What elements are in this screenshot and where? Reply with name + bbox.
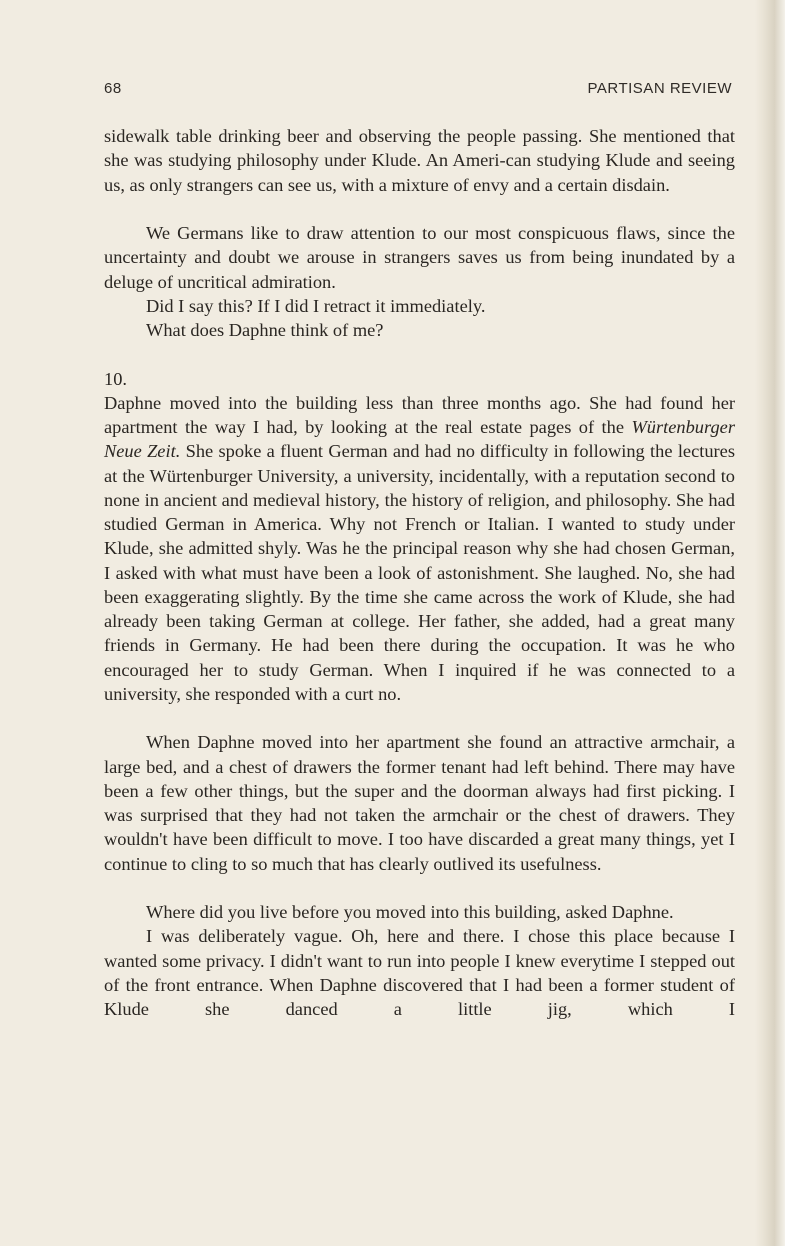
paragraph-germans-flaws: We Germans like to draw attention to our most conspicuous flaws, since the uncertainty and doubt we arouse in strangers saves us from being inundated by a deluge of uncritical admiration. (104, 223, 735, 292)
paragraph-daphne-moved-start: Daphne moved into the building less than three months ago. She had found her apartment the way I had, by looking at the real estate pages of the (104, 392, 735, 437)
page-number: 68 (104, 80, 122, 97)
body-text (104, 124, 735, 1021)
paragraph-daphne-question: What does Daphne think of me? (146, 320, 384, 340)
paragraph-where-did-you-live: Where did you live before you moved into this building, asked Daphne. (146, 902, 674, 922)
paragraph-apartment-furniture: When Daphne moved into her apartment she found an attractive armchair, a large bed, and a chest of drawers the former tenant had left behind. There may have been a few other things, but the super and the doorman always had first picking. I was surprised that they had not taken the armchair or the chest of drawers. They wouldn't have been difficult to move. I too have discarded a great many things, yet I continue to cling to so much that has clearly outlived its usefulness. (104, 732, 735, 874)
paragraph-retract: Did I say this? If I did I retract it immediately. (146, 295, 486, 316)
paragraph-daphne-moved-rest: She spoke a fluent German and had no difficulty in following the lectures at the Würtenburger University, a university, incidentally, with a reputation second to none in ancient and medieval history, the history of religion, and philosophy. She had studied German in America. Why not French or Italian. I wanted to study under Klude, she admitted shyly. Was he the principal reason why she had chosen German, I asked with what must have been a look of astonishment. She laughed. No, she had been exaggerating slightly. By the time she came across the work of Klude, she had already been taking German at college. Her father, she added, had a great many friends in Germany. He had been there during the occupation. It was he who encouraged her to study German. When I inquired if he was connected to a university, she responded with a curt no. (104, 441, 736, 704)
paragraph-continued: sidewalk table drinking beer and observing the people passing. She mentioned that she was studying philosophy under Klude. An Ameri-can studying Klude and seeing us, as only strangers can see us, with a mixture of envy and a certain disdain. (104, 126, 735, 195)
running-title: PARTISAN REVIEW (587, 80, 732, 97)
paragraph-deliberately-vague: I was deliberately vague. Oh, here and there. I chose this place because I wanted some privacy. I didn't want to run into people I knew everytime I stepped out of the front entrance. When Daphne discovered that I had been a former student of Klude she danced a little jig, which I (104, 926, 735, 1019)
page-edge-shadow (755, 0, 785, 1246)
running-header (104, 80, 732, 102)
section-number: 10. (104, 368, 127, 389)
paragraph-daphne-moved (104, 391, 735, 706)
newspaper-title: Würtenburger Neue Zeit. (104, 417, 735, 462)
